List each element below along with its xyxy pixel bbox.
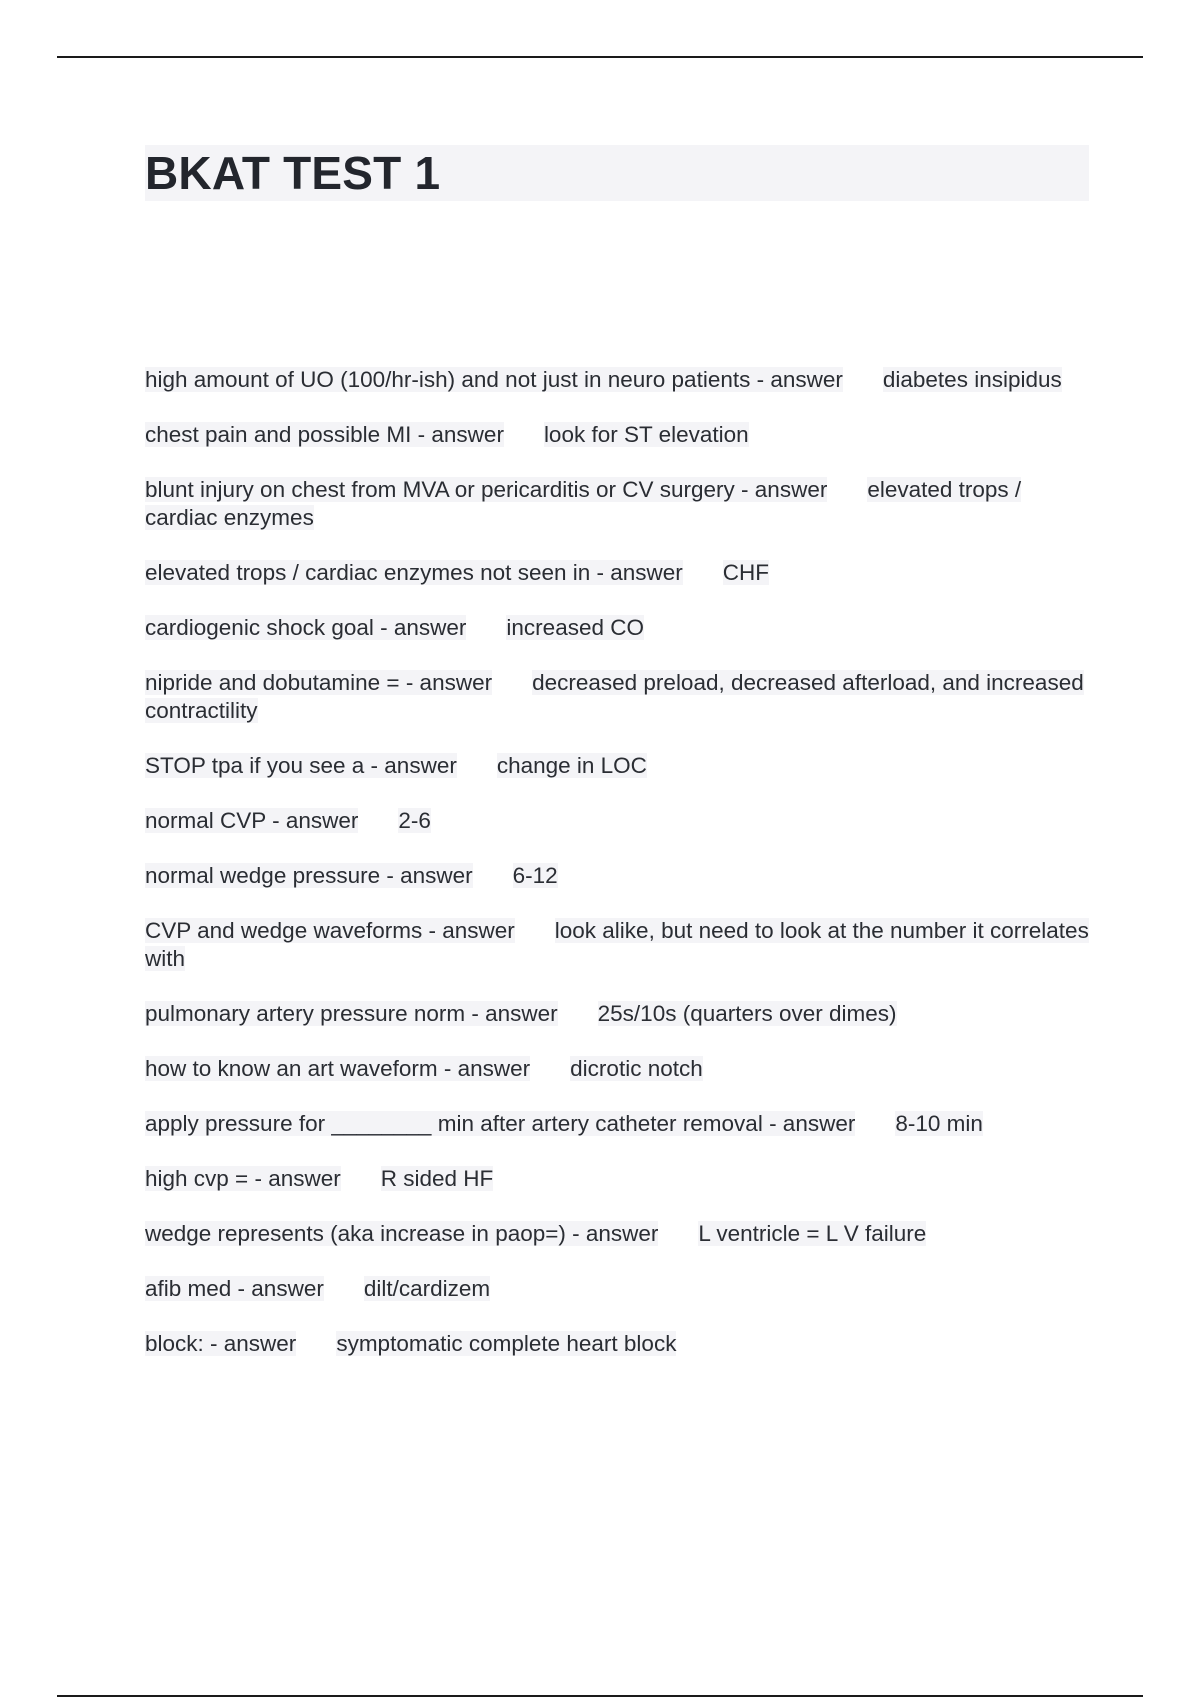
qa-question: STOP tpa if you see a - answer xyxy=(145,753,457,778)
qa-question: blunt injury on chest from MVA or pericarditis or CV surgery - answer xyxy=(145,477,828,502)
qa-item xyxy=(145,752,1089,780)
qa-question: block: - answer xyxy=(145,1331,297,1356)
qa-item xyxy=(145,559,1089,587)
qa-item xyxy=(145,669,1089,725)
qa-item xyxy=(145,807,1089,835)
qa-item xyxy=(145,421,1089,449)
qa-item xyxy=(145,917,1089,973)
qa-question: high cvp = - answer xyxy=(145,1166,341,1191)
qa-answer: symptomatic complete heart block xyxy=(336,1331,677,1356)
qa-answer: 6-12 xyxy=(512,863,558,888)
qa-answer: 25s/10s (quarters over dimes) xyxy=(597,1001,897,1026)
top-rule xyxy=(57,56,1143,58)
qa-question: normal wedge pressure - answer xyxy=(145,863,473,888)
page-title: BKAT TEST 1 xyxy=(145,147,441,199)
qa-question: wedge represents (aka increase in paop=) - answer xyxy=(145,1221,659,1246)
qa-item xyxy=(145,1000,1089,1028)
qa-item xyxy=(145,1110,1089,1138)
qa-question: elevated trops / cardiac enzymes not seen in - answer xyxy=(145,560,683,585)
qa-question: nipride and dobutamine = - answer xyxy=(145,670,493,695)
qa-answer: 8-10 min xyxy=(895,1111,983,1136)
qa-answer: look for ST elevation xyxy=(543,422,749,447)
qa-question: normal CVP - answer xyxy=(145,808,359,833)
qa-question: cardiogenic shock goal - answer xyxy=(145,615,467,640)
qa-answer: diabetes insipidus xyxy=(882,367,1062,392)
qa-item xyxy=(145,1220,1089,1248)
qa-question: CVP and wedge waveforms - answer xyxy=(145,918,515,943)
bottom-rule xyxy=(57,1695,1143,1697)
qa-answer: 2-6 xyxy=(398,808,431,833)
qa-item xyxy=(145,1165,1089,1193)
qa-question: apply pressure for ________ min after artery catheter removal - answer xyxy=(145,1111,856,1136)
qa-answer: dilt/cardizem xyxy=(363,1276,491,1301)
qa-item xyxy=(145,366,1089,394)
qa-item xyxy=(145,1275,1089,1303)
qa-item xyxy=(145,1330,1089,1358)
qa-answer: decreased preload, decreased afterload, and increased contractility xyxy=(145,670,1084,723)
qa-answer: R sided HF xyxy=(380,1166,494,1191)
qa-question: how to know an art waveform - answer xyxy=(145,1056,531,1081)
qa-list xyxy=(145,366,1089,1385)
qa-answer: change in LOC xyxy=(496,753,647,778)
qa-question: pulmonary artery pressure norm - answer xyxy=(145,1001,558,1026)
qa-answer: increased CO xyxy=(506,615,644,640)
qa-answer: CHF xyxy=(722,560,770,585)
qa-question: high amount of UO (100/hr-ish) and not just in neuro patients - answer xyxy=(145,367,843,392)
qa-question: chest pain and possible MI - answer xyxy=(145,422,504,447)
qa-answer: dicrotic notch xyxy=(570,1056,703,1081)
qa-answer: elevated trops / cardiac enzymes xyxy=(145,477,1022,530)
qa-item xyxy=(145,1055,1089,1083)
qa-item xyxy=(145,614,1089,642)
qa-item xyxy=(145,476,1089,532)
qa-answer: look alike, but need to look at the number it correlates with xyxy=(145,918,1089,971)
qa-answer: L ventricle = L V failure xyxy=(698,1221,927,1246)
qa-item xyxy=(145,862,1089,890)
qa-question: afib med - answer xyxy=(145,1276,324,1301)
